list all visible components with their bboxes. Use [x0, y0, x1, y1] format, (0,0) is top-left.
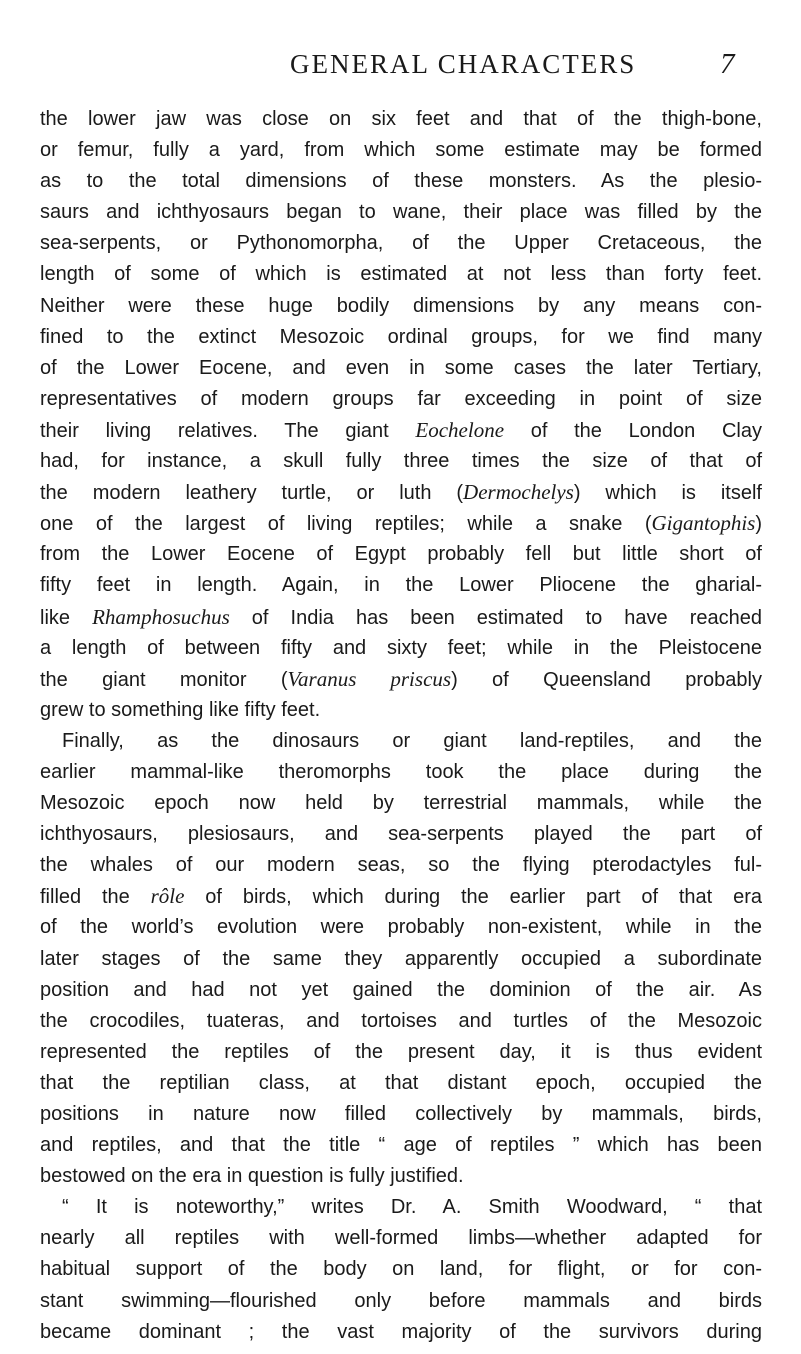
text-line [40, 353, 762, 384]
text-line [40, 633, 762, 664]
text-line [40, 726, 762, 757]
text-line [40, 1317, 762, 1348]
italic-term: Dermochelys [463, 480, 574, 505]
line-text: representatives of modern groups far exceeding in point of size [40, 387, 762, 410]
text-line [40, 1130, 762, 1161]
line-text: fifty feet in length. Again, in the Lower Pliocene the gharial- [40, 574, 762, 597]
line-text: position and had not yet gained the dominion of the air. As [40, 978, 762, 1001]
body-text [40, 104, 762, 1348]
line-text: of the Lower Eocene, and even in some cases the later Tertiary, [40, 356, 762, 379]
text-line [40, 881, 762, 912]
line-text: Neither were these huge bodily dimensions by any means con- [40, 294, 762, 317]
italic-term: Rhamphosuchus [92, 604, 230, 629]
line-text: filled the [40, 886, 151, 909]
line-text: ) of Queensland probably [451, 668, 762, 691]
text-line [40, 322, 762, 353]
text-line [40, 228, 762, 259]
line-text: grew to something like fifty feet. [40, 698, 321, 721]
text-line [40, 944, 762, 975]
running-head [0, 48, 801, 88]
line-text: their living relatives. The giant [40, 419, 416, 442]
text-line [40, 197, 762, 228]
line-text: that the reptilian class, at that distant epoch, occupied the [40, 1071, 762, 1094]
line-text: positions in nature now filled collectively by mammals, birds, [40, 1103, 762, 1125]
line-text: habitual support of the body on land, for flight, or for con- [40, 1258, 762, 1281]
line-text: later stages of the same they apparently occupied a subordinate [40, 947, 762, 970]
line-text: bestowed on the era in question is fully justified. [40, 1165, 464, 1188]
line-text: “ It is noteworthy,” writes Dr. A. Smith Woodward, “ that [62, 1196, 762, 1219]
text-line [40, 1254, 762, 1285]
text-line [40, 166, 762, 197]
line-text: like [40, 606, 93, 629]
text-line [40, 508, 762, 539]
line-text: represented the reptiles of the present day, it is thus evident [40, 1040, 762, 1063]
text-line [40, 1099, 762, 1130]
line-text: a length of between fifty and sixty feet; while in the Pleistocene [40, 636, 762, 659]
line-text: or femur, fully a yard, from which some estimate may be formed [40, 139, 762, 162]
line-text: the lower jaw was close on six feet and that of the thigh-bone, [40, 108, 762, 130]
text-line [40, 570, 762, 601]
text-line [40, 788, 762, 819]
line-text: and reptiles, and that the title “ age of reptiles ” which has been [40, 1134, 762, 1157]
line-text: stant swimming—flourished only before mammals and birds [40, 1289, 762, 1312]
italic-term: Varanus priscus [287, 666, 452, 691]
line-text: ichthyosaurs, plesiosaurs, and sea-serpents played the part of [40, 823, 762, 846]
line-text: of the world’s evolution were probably non-existent, while in the [40, 916, 762, 939]
text-line [40, 602, 762, 633]
line-text: ) [755, 513, 762, 536]
text-line [40, 291, 762, 322]
text-line [40, 1192, 762, 1223]
text-line [40, 1006, 762, 1037]
text-line [40, 975, 762, 1006]
text-line [40, 912, 762, 943]
italic-term: Gigantophis [651, 511, 756, 536]
text-line [40, 757, 762, 788]
text-line [40, 1068, 762, 1099]
line-text: as to the total dimensions of these monsters. As the plesio- [40, 170, 762, 193]
line-text: the whales of our modern seas, so the flying pterodactyles ful- [40, 854, 762, 877]
line-text: had, for instance, a skull fully three times the size of that of [40, 450, 762, 473]
line-text: from the Lower Eocene of Egypt probably fell but little short of [40, 543, 762, 566]
text-line [40, 415, 762, 446]
line-text: Mesozoic epoch now held by terrestrial mammals, while the [40, 792, 762, 815]
line-text: the modern leathery turtle, or luth ( [40, 482, 464, 505]
line-text: of the London Clay [504, 419, 762, 442]
line-text: the crocodiles, tuateras, and tortoises and turtles of the Mesozoic [40, 1009, 762, 1032]
line-text: became dominant ; the vast majority of the survivors during [40, 1320, 762, 1343]
line-text: earlier mammal-like theromorphs took the place during the [40, 760, 762, 783]
line-text: one of the largest of living reptiles; while a snake ( [40, 513, 652, 536]
text-line [40, 664, 762, 695]
text-line [40, 104, 762, 135]
page-number: 7 [720, 48, 735, 80]
line-text: the giant monitor ( [40, 668, 288, 691]
line-text: of India has been estimated to have reached [229, 606, 762, 629]
italic-term: Eochelone [415, 417, 505, 442]
text-line [40, 384, 762, 415]
text-line [40, 259, 762, 290]
text-line [40, 477, 762, 508]
text-line [40, 1286, 762, 1317]
text-line [40, 135, 762, 166]
text-line [40, 819, 762, 850]
text-line [40, 1161, 762, 1192]
line-text: of birds, which during the earlier part of that era [184, 886, 762, 909]
line-text: fined to the extinct Mesozoic ordinal groups, for we find many [40, 325, 762, 348]
line-text: sea-serpents, or Pythonomorpha, of the Upper Cretaceous, the [40, 232, 762, 255]
line-text: Finally, as the dinosaurs or giant land-reptiles, and the [62, 729, 762, 752]
line-text: ) which is itself [573, 482, 762, 505]
text-line [40, 539, 762, 570]
text-line [40, 1223, 762, 1254]
italic-term: rôle [150, 884, 185, 909]
text-line [40, 850, 762, 881]
line-text: nearly all reptiles with well-formed limbs—whether adapted for [40, 1227, 762, 1250]
line-text: length of some of which is estimated at not less than forty feet. [40, 263, 762, 286]
text-line [40, 446, 762, 477]
running-title: GENERAL CHARACTERS [290, 49, 637, 79]
text-line [40, 695, 762, 726]
text-line [40, 1037, 762, 1068]
line-text: saurs and ichthyosaurs began to wane, their place was filled by the [40, 201, 762, 224]
